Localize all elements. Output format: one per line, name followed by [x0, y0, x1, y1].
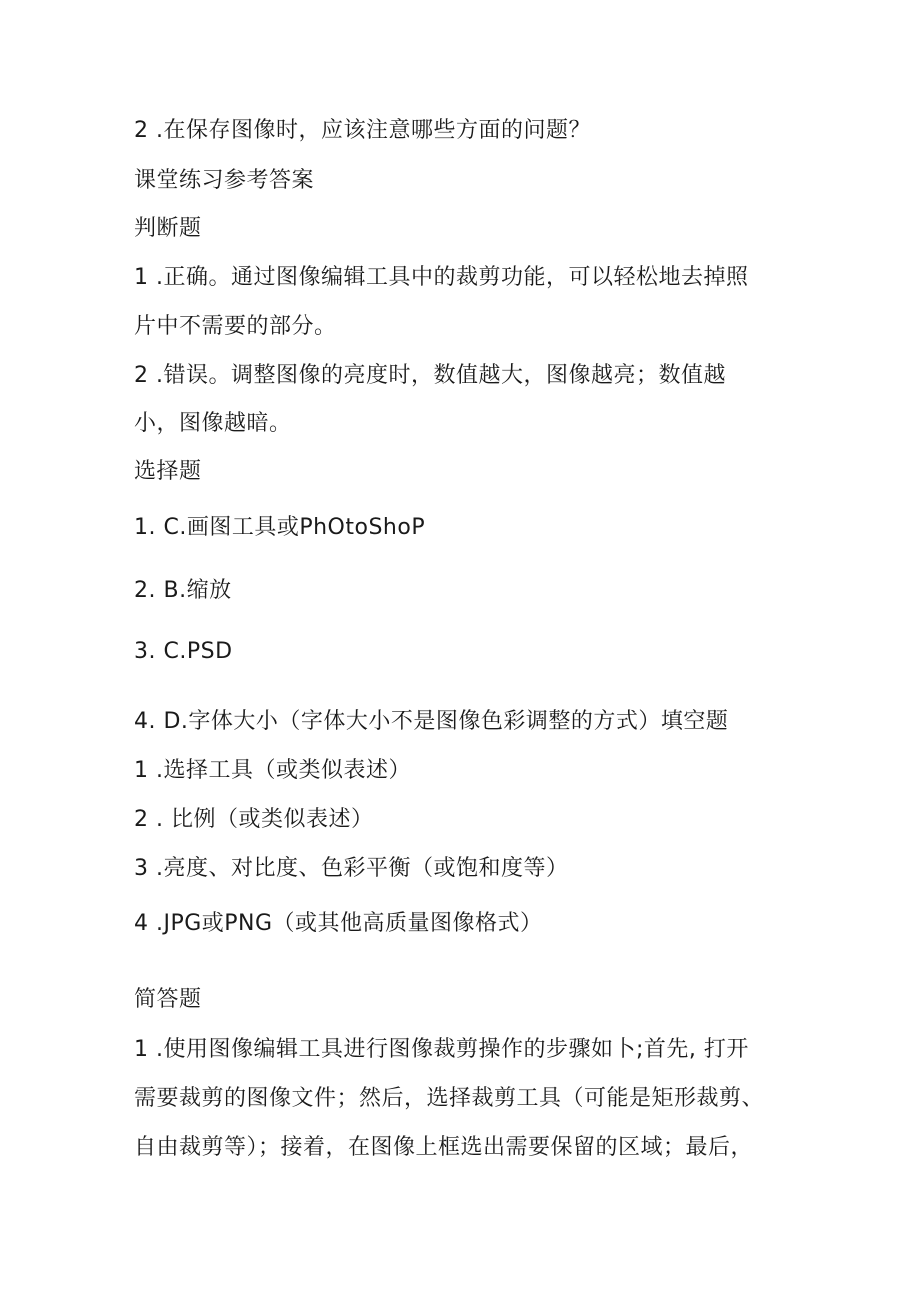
short-answer-1-line-3: 自由裁剪等）；接着，在图像上框选出需要保留的区域；最后，: [134, 1135, 754, 1160]
section-heading-true-false: 判断题: [134, 216, 202, 241]
mc-answer-2: 2. B.缩放: [134, 578, 232, 603]
mc-answer-3: 3. C.PSD: [134, 639, 233, 664]
tf-answer-1-line-2: 片中不需要的部分。: [134, 314, 337, 339]
question-2-text: 2 .在保存图像时，应该注意哪些方面的问题？: [134, 118, 591, 143]
short-answer-1-line-2: 需要裁剪的图像文件；然后，选择裁剪工具（可能是矩形裁剪、: [134, 1086, 765, 1111]
section-heading-answers: 课堂练习参考答案: [134, 168, 315, 193]
fill-answer-4: 4 .JPG或PNG（或其他高质量图像格式）: [134, 911, 543, 936]
short-answer-1-line-1: 1 .使用图像编辑工具进行图像裁剪操作的步骤如卜;首先, 打开: [134, 1037, 749, 1062]
fill-answer-1: 1 .选择工具（或类似表述）: [134, 758, 411, 783]
tf-answer-1-line-1: 1 .正确。通过图像编辑工具中的裁剪功能，可以轻松地去掉照: [134, 265, 749, 290]
mc-answer-1: 1. C.画图工具或PhOtoShoP: [134, 515, 426, 540]
fill-answer-3: 3 .亮度、对比度、色彩平衡（或饱和度等）: [134, 856, 569, 881]
tf-answer-2-line-2: 小，图像越暗。: [134, 411, 292, 436]
section-heading-multiple-choice: 选择题: [134, 459, 202, 484]
mc-answer-4-with-fill-heading: 4. D.字体大小（字体大小不是图像色彩调整的方式）填空题: [134, 709, 729, 734]
section-heading-short-answer: 简答题: [134, 987, 202, 1012]
fill-answer-2: 2 . 比例（或类似表述）: [134, 807, 374, 832]
tf-answer-2-line-1: 2 .错误。调整图像的亮度时，数值越大，图像越亮；数值越: [134, 363, 726, 388]
